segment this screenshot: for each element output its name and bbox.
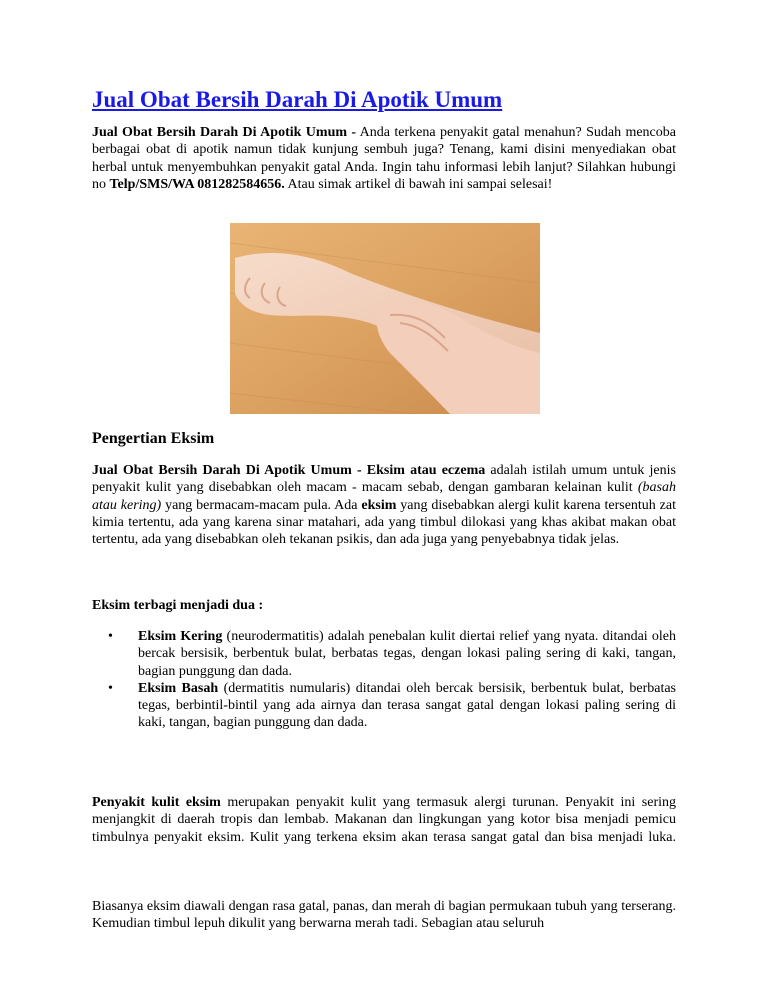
intro-contact: Telp/SMS/WA 081282584656. — [109, 176, 285, 192]
definition-paragraph — [92, 462, 676, 548]
definition-italic: (basah atau kering) — [92, 480, 676, 513]
definition-text-1: adalah istilah umum untuk jenis penyakit kulit yang disebabkan oleh macam - macam sebab, dengan gambaran kelainan kulit — [92, 463, 676, 496]
definition-text-2: yang bermacam-macam pula. Ada — [161, 497, 362, 513]
type-name: Eksim Basah — [138, 680, 219, 696]
definition-text-3: yang disebabkan alergi kulit karena tersentuh zat kimia tertentu, ada yang karena sinar matahari, ada yang timbul dilokasi yang khas akibat makan obat tertentu, ada yang disebabkan oleh tekanan psikis, dan ada juga yang penyebabnya tidak jelas. — [92, 497, 676, 548]
hands-image — [230, 223, 540, 414]
symptoms-paragraph — [92, 898, 676, 933]
eczema-paragraph — [92, 794, 676, 846]
eczema-text: merupakan penyakit kulit yang termasuk alergi turunan. Penyakit ini sering menjangkit di daerah tropis dan lembab. Makanan dan lingkungan yang kotor bisa menjadi pemicu timbulnya penyakit eksim. Kulit yang terkena eksim akan terasa sangat gatal dan bisa menjadi luka. — [92, 795, 676, 845]
types-heading: Eksim terbagi menjadi dua : — [92, 598, 264, 613]
definition-bold: eksim — [361, 497, 397, 513]
types-list — [92, 628, 676, 732]
intro-text-2: Atau simak artikel di bawah ini sampai selesai! — [284, 176, 553, 192]
type-desc: (neurodermatitis) adalah penebalan kulit diertai relief yang nyata. ditandai oleh bercak bersisik, berbentuk bulat, berbatas tegas, dengan lokasi paling sering di kaki, tangan, bagian punggung dan dada. — [138, 629, 676, 679]
intro-text-1: Anda terkena penyakit gatal menahun? Sudah mencoba berbagai obat di apotik namun tidak kunjung sembuh juga? Tenang, kami disini menyediakan obat herbal untuk menyembuhkan penyakit gatal Anda. Ingin tahu informasi lebih lanjut? Silahkan hubungi no — [92, 125, 676, 192]
type-name: Eksim Kering — [138, 629, 223, 644]
type-desc: (dermatitis numularis) ditandai oleh bercak bersisik, berbentuk bulat, berbatas tegas, berbintil-bintil yang ada airnya dan terasa sangat gatal dengan lokasi paling sering di kaki, tangan, bagian punggung dan dada. — [138, 680, 676, 731]
definition-lead: Jual Obat Bersih Darah Di Apotik Umum - Eksim atau eczema — [92, 463, 486, 478]
intro-lead: Jual Obat Bersih Darah Di Apotik Umum - — [92, 125, 357, 140]
intro-paragraph — [92, 124, 676, 193]
article-title-link[interactable]: Jual Obat Bersih Darah Di Apotik Umum — [92, 87, 503, 112]
list-item — [92, 628, 676, 680]
list-item — [92, 680, 676, 732]
symptoms-text: Biasanya eksim diawali dengan rasa gatal, panas, dan merah di bagian permukaan tubuh yang terserang. Kemudian timbul lepuh dikulit yang berwarna merah tadi. Sebagian atau seluruh — [92, 899, 676, 932]
article-photo — [230, 223, 540, 414]
bullet-icon: • — [108, 680, 113, 696]
bullet-icon: • — [108, 629, 113, 644]
eczema-bold: Penyakit kulit eksim — [92, 795, 221, 810]
section-heading: Pengertian Eksim — [92, 430, 215, 447]
